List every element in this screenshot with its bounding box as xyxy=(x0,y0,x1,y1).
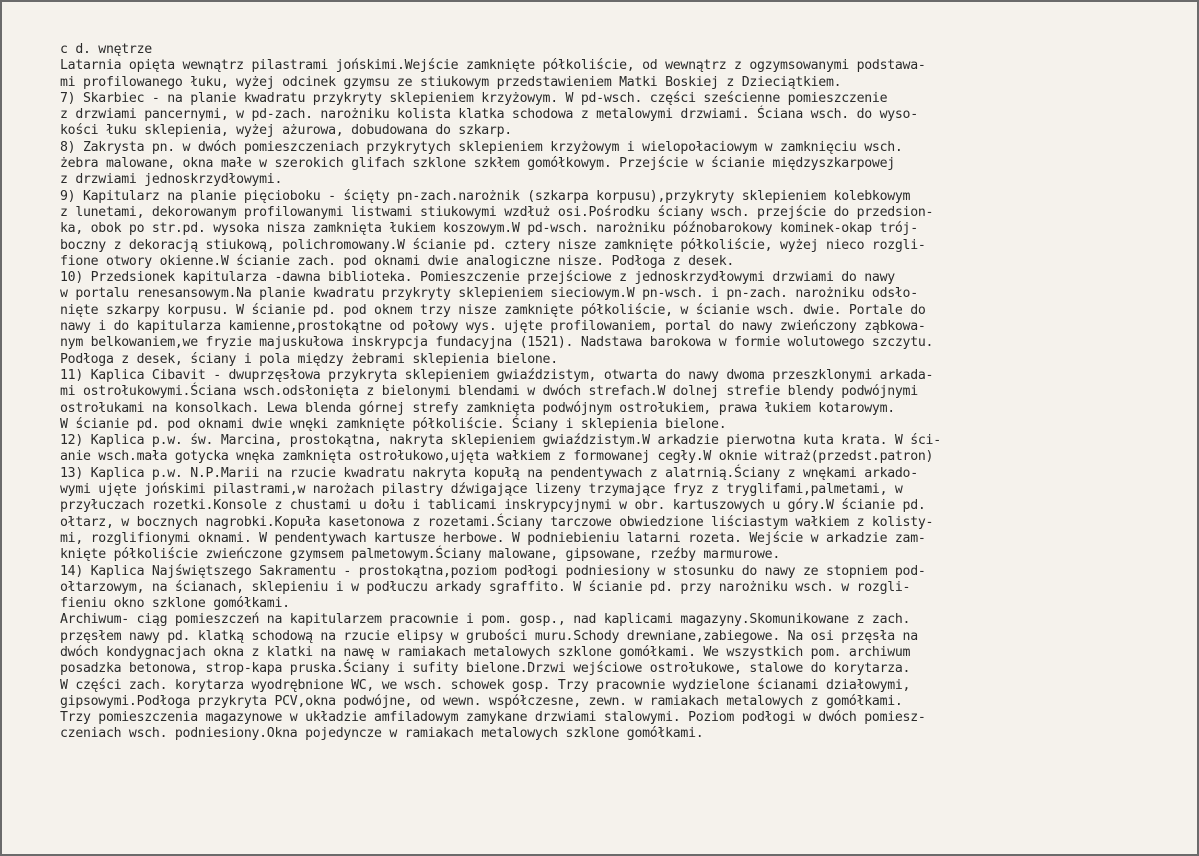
text-line: posadzka betonowa, strop-kapa pruska.Ściany i sufity bielone.Drzwi wejściowe ostrołukowe, stalowe do korytarza. xyxy=(60,661,911,677)
text-line: W części zach. korytarza wyodrębnione WC, we wsch. schowek gosp. Trzy pracownie wydzielone ścianami działowymi, xyxy=(60,677,911,693)
text-line: mi, rozglifionymi oknami. W pendentywach kartusze herbowe. W podniebieniu latarni rozeta. Wejście w arkadzie zam- xyxy=(60,530,926,546)
text-line: 11) Kaplica Cibavit - dwuprzęsłowa przykryta sklepieniem gwiaździstym, otwarta do nawy dwoma przeszklonymi arkada- xyxy=(60,367,934,383)
text-line: z drzwiami pancernymi, w pd-zach. narożniku kolista klatka schodowa z metalowymi drzwiami. Ściana wsch. do wyso- xyxy=(60,107,918,123)
text-line: 8) Zakrysta pn. w dwóch pomieszczeniach przykrytych sklepieniem krzyżowym i wielopołaciowym w zamknięciu wsch. xyxy=(60,139,903,155)
text-line: czeniach wsch. podniesiony.Okna pojedyncze w ramiakach metalowych szklone gomółkami. xyxy=(60,726,704,742)
text-line: wymi ujęte jońskimi pilastrami,w narożach pilastry dźwigające lizeny trzymające fryz z tryglifami,palmetami, w xyxy=(60,482,903,498)
text-line: 7) Skarbiec - na planie kwadratu przykryty sklepieniem krzyżowym. W pd-wsch. części sześcienne pomieszczenie xyxy=(60,90,888,106)
text-line: 14) Kaplica Najświętszego Sakramentu - prostokątna,poziom podłogi podniesiony w stosunku do nawy ze stopniem pod- xyxy=(60,563,926,579)
text-line: anie wsch.mała gotycka wnęka zamknięta ostrołukowo,ujęta wałkiem z formowanej cegły.W oknie witraż(przedst.patron) xyxy=(60,449,934,465)
text-line: mi ostrołukowymi.Ściana wsch.odsłonięta z bielonymi blendami w dwóch strefach.W dolnej strefie blendy podwójnymi xyxy=(60,384,918,400)
text-line: 12) Kaplica p.w. św. Marcina, prostokątna, nakryta sklepieniem gwiaździstym.W arkadzie pierwotna kuta krata. W ści- xyxy=(60,433,941,449)
text-line: ołtarz, w bocznych nagrobki.Kopuła kasetonowa z rozetami.Ściany tarczowe obwiedzione liściastym wałkiem z kolisty- xyxy=(60,514,934,530)
text-line: nawy i do kapitularza kamienne,prostokątne od połowy wys. ujęte profilowaniem, portal do nawy zwieńczony ząbkowa- xyxy=(60,319,926,335)
text-line: Trzy pomieszczenia magazynowe w układzie amfiladowym zamykane drzwiami stalowymi. Poziom podłogi w dwóch pomiesz- xyxy=(60,710,926,726)
text-line: gipsowymi.Podłoga przykryta PCV,okna podwójne, od wewn. współczesne, zewn. w ramiakach metalowych z gomółkami. xyxy=(60,693,903,709)
text-line: z lunetami, dekorowanym profilowanymi listwami stiukowymi wzdłuż osi.Pośrodku ściany wsch. przejście do przedsion- xyxy=(60,204,934,220)
text-line: kości łuku sklepienia, wyżej ażurowa, dobudowana do szkarp. xyxy=(60,123,512,139)
text-line: w portalu renesansowym.Na planie kwadratu przykryty sklepieniem sieciowym.W pn-wsch. i pn-zach. narożniku odsło- xyxy=(60,286,918,302)
text-line: dwóch kondygnacjach okna z klatki na nawę w ramiakach metalowych szklone gomółkami. We wszystkich pom. archiwum xyxy=(60,644,911,660)
text-line: mi profilowanego łuku, wyżej odcinek gzymsu ze stiukowym przedstawieniem Matki Boskiej z Dzieciątkiem. xyxy=(60,74,842,90)
text-line: Latarnia opięta wewnątrz pilastrami jońskimi.Wejście zamknięte półkoliście, od wewnątrz z ogzymsowanymi podstawa- xyxy=(60,58,926,74)
text-line: z drzwiami jednoskrzydłowymi. xyxy=(60,172,283,188)
text-line: ka, obok po str.pd. wysoka nisza zamknięta łukiem koszowym.W pd-wsch. narożniku późnobarokowy kominek-okap trój- xyxy=(60,221,918,237)
text-line: Archiwum- ciąg pomieszczeń na kapitularzem pracownie i pom. gosp., nad kaplicami magazyny.Skomunikowane z zach. xyxy=(60,612,911,628)
text-line: 13) Kaplica p.w. N.P.Marii na rzucie kwadratu nakryta kopułą na pendentywach z alatrnią.Ściany z wnękami arkado- xyxy=(60,465,918,481)
text-line: W ścianie pd. pod oknami dwie wnęki zamknięte półkoliście. Ściany i sklepienia bielone. xyxy=(60,416,727,432)
text-line: przęsłem nawy pd. klatką schodową na rzucie elipsy w grubości muru.Schody drewniane,zabiegowe. Na osi przęsła na xyxy=(60,628,918,644)
text-line: 10) Przedsionek kapitularza -dawna biblioteka. Pomieszczenie przejściowe z jednoskrzydłowymi drzwiami do nawy xyxy=(60,270,895,286)
text-line: fione otwory okienne.W ścianie zach. pod oknami dwie analogiczne nisze. Podłoga z desek. xyxy=(60,253,735,269)
typewritten-text xyxy=(60,42,1199,743)
text-line: c d. wnętrze xyxy=(60,42,152,57)
text-line: żebra malowane, okna małe w szerokich glifach szklone szkłem gomółkowym. Przejście w ścianie międzyszkarpowej xyxy=(60,156,895,172)
text-line: przyłuczach rozetki.Konsole z chustami u dołu i tablicami inskrypcyjnymi w obr. kartuszowych u góry.W ścianie pd. xyxy=(60,498,926,514)
text-line: knięte półkoliście zwieńczone gzymsem palmetowym.Ściany malowane, gipsowane, rzeźby marmurowe. xyxy=(60,547,780,563)
text-line: ostrołukami na konsolkach. Lewa blenda górnej strefy zamknięta podwójnym ostrołukiem, prawa łukiem kotarowym. xyxy=(60,400,895,416)
text-line: nięte szkarpy korpusu. W ścianie pd. pod oknem trzy nisze zamknięte półkoliście, w ścianie wsch. dwie. Portale do xyxy=(60,302,926,318)
text-line: Podłoga z desek, ściany i pola między żebrami sklepienia bielone. xyxy=(60,351,558,367)
text-line: ołtarzowym, na ścianach, sklepieniu i w podłuczu arkady sgraffito. W ścianie pd. przy narożniku wsch. w rozgli- xyxy=(60,579,911,595)
text-line: boczny z dekoracją stiukową, polichromowany.W ścianie pd. cztery nisze zamknięte półkoliście, wyżej nieco rozgli- xyxy=(60,237,926,253)
text-line: fieniu okno szklone gomółkami. xyxy=(60,596,290,612)
text-line: 9) Kapitularz na planie pięcioboku - ścięty pn-zach.narożnik (szkarpa korpusu),przykryty sklepieniem kolebkowym xyxy=(60,188,911,204)
text-line: nym belkowaniem,we fryzie majuskułowa inskrypcja fundacyjna (1521). Nadstawa barokowa w formie wolutowego szczytu. xyxy=(60,335,934,351)
